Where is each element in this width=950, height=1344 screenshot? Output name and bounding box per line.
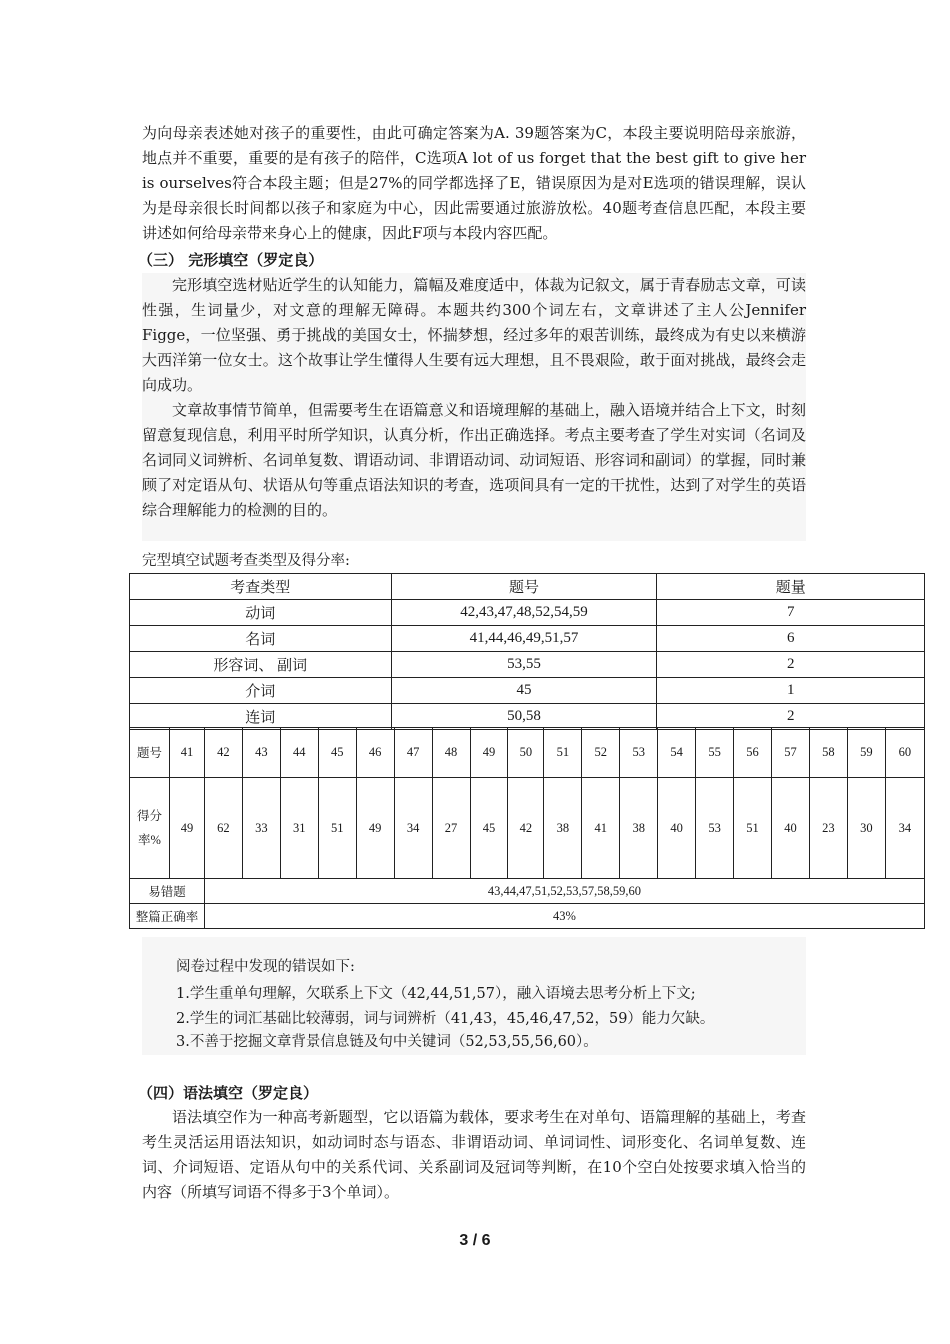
score-rate-label: 得分率% — [130, 778, 170, 879]
score-rate-cell: 38 — [544, 778, 582, 879]
question-number-cell: 58 — [809, 728, 847, 778]
question-number-cell: 57 — [772, 728, 810, 778]
score-rate-cell: 45 — [470, 778, 508, 879]
section3-body — [142, 273, 806, 541]
overall-accuracy-row — [130, 904, 925, 929]
summary-header: 题号 — [391, 574, 657, 600]
question-number-cell: 41 — [169, 728, 204, 778]
summary-cell: 53,55 — [391, 652, 657, 678]
question-number-cell: 59 — [847, 728, 885, 778]
summary-row — [130, 704, 925, 730]
question-number-cell: 60 — [885, 728, 924, 778]
error-item: 1.学生重单句理解，欠联系上下文（42,44,51,57），融入语境去思考分析上下文; — [176, 986, 696, 1002]
error-prone-value: 43,44,47,51,52,53,57,58,59,60 — [204, 879, 924, 904]
summary-header-row — [130, 574, 925, 600]
error-prone-label: 易错题 — [130, 879, 205, 904]
section4-heading: （四）语法填空（罗定良） — [138, 1084, 319, 1102]
question-number-cell: 43 — [242, 728, 280, 778]
summary-cell: 41,44,46,49,51,57 — [391, 626, 657, 652]
summary-cell: 42,43,47,48,52,54,59 — [391, 600, 657, 626]
section3-paragraph1: 完形填空选材贴近学生的认知能力，篇幅及难度适中，体裁为记叙文，属于青春励志文章，可读性强，生词量少，对文意的理解无障碍。本题共约300个词左右，文章讲述了主人公Jennifer Figge，一位坚强、勇于挑战的美国女士，怀揣梦想，经过多年的艰苦训练，最终成为有史以来横游大西洋第一位女士。这个故事让学生懂得人生要有远大理想，且不畏艰险，敢于面对挑战，最终会走向成功。 — [142, 276, 806, 394]
question-number-cell: 48 — [432, 728, 470, 778]
summary-cell: 6 — [657, 626, 925, 652]
summary-row — [130, 626, 925, 652]
question-number-cell: 56 — [734, 728, 772, 778]
question-number-cell: 42 — [204, 728, 242, 778]
question-number-cell: 53 — [620, 728, 658, 778]
score-rate-cell: 30 — [847, 778, 885, 879]
question-number-row — [130, 728, 925, 778]
section3-paragraph2: 文章故事情节简单，但需要考生在语篇意义和语境理解的基础上，融入语境并结合上下文，时刻留意复现信息，利用平时所学知识，认真分析，作出正确选择。考点主要考查了学生对实词（名词及名词同义词辨析、名词单复数、谓语动词、非谓语动词、动词短语、形容词和副词）的掌握，同时兼顾了对定语从句、状语从句等重点语法知识的考查，选项间具有一定的干扰性，达到了对学生的英语综合理解能力的检测的目的。 — [142, 401, 806, 519]
summary-header: 考查类型 — [130, 574, 392, 600]
error-prone-row — [130, 879, 925, 904]
question-number-cell: 47 — [394, 728, 432, 778]
score-rate-cell: 49 — [356, 778, 394, 879]
question-number-cell: 51 — [544, 728, 582, 778]
intro-paragraph: 为向母亲表述她对孩子的重要性，由此可确定答案为A. 39题答案为C，本段主要说明陪母亲旅游，地点并不重要，重要的是有孩子的陪伴，C选项A lot of us forget that the best gift to give her is ourselves符合本段主题；但是27%的同学都选择了E，错误原因为是对E选项的错误理解，误认为是母亲很长时间都以孩子和家庭为中心，因此需要通过旅游放松。40题考查信息匹配，本段主要讲述如何给母亲带来身心上的健康，因此F项与本段内容匹配。 — [142, 124, 806, 242]
summary-cell: 7 — [657, 600, 925, 626]
score-rate-cell: 34 — [394, 778, 432, 879]
question-number-label: 题号 — [130, 728, 170, 778]
score-rate-cell: 34 — [885, 778, 924, 879]
section3-heading: （三） 完形填空（罗定良） — [138, 251, 324, 269]
question-number-cell: 46 — [356, 728, 394, 778]
summary-cell: 50,58 — [391, 704, 657, 730]
summary-cell: 名词 — [130, 626, 392, 652]
score-rate-cell: 40 — [772, 778, 810, 879]
question-number-cell: 54 — [658, 728, 696, 778]
summary-cell: 1 — [657, 678, 925, 704]
overall-accuracy-value: 43% — [204, 904, 924, 929]
score-rate-cell: 40 — [658, 778, 696, 879]
score-rate-cell: 23 — [809, 778, 847, 879]
score-rate-cell: 38 — [620, 778, 658, 879]
score-rate-cell: 51 — [734, 778, 772, 879]
score-rate-cell: 53 — [696, 778, 734, 879]
summary-cell: 连词 — [130, 704, 392, 730]
summary-row — [130, 600, 925, 626]
question-number-cell: 52 — [582, 728, 620, 778]
score-rate-cell: 49 — [169, 778, 204, 879]
summary-row — [130, 652, 925, 678]
error-item: 2.学生的词汇基础比较薄弱，词与词辨析（41,43，45,46,47,52，59）能力欠缺。 — [176, 1011, 715, 1027]
table-caption: 完型填空试题考查类型及得分率: — [142, 553, 350, 569]
error-item: 3.不善于挖掘文章背景信息链及句中关键词（52,53,55,56,60）。 — [176, 1034, 598, 1050]
section4-paragraph: 语法填空作为一种高考新题型，它以语篇为载体，要求考生在对单句、语篇理解的基础上，考查考生灵活运用语法知识，如动词时态与语态、非谓语动词、单词词性、词形变化、名词单复数、连词、介词短语、定语从句中的关系代词、关系副词及冠词等判断，在10个空白处按要求填入恰当的内容（所填写词语不得多于3个单词）。 — [142, 1108, 806, 1201]
score-rate-cell: 27 — [432, 778, 470, 879]
summary-cell: 2 — [657, 652, 925, 678]
score-rate-cell: 51 — [318, 778, 356, 879]
score-rate-cell: 42 — [508, 778, 544, 879]
score-rate-cell: 62 — [204, 778, 242, 879]
score-rate-cell: 33 — [242, 778, 280, 879]
summary-cell: 45 — [391, 678, 657, 704]
overall-accuracy-label: 整篇正确率 — [130, 904, 205, 929]
summary-cell: 动词 — [130, 600, 392, 626]
summary-cell: 介词 — [130, 678, 392, 704]
score-detail-table — [129, 727, 925, 929]
question-number-cell: 49 — [470, 728, 508, 778]
question-number-cell: 44 — [280, 728, 318, 778]
question-number-cell: 50 — [508, 728, 544, 778]
summary-header: 题量 — [657, 574, 925, 600]
summary-cell: 形容词、 副词 — [130, 652, 392, 678]
score-rate-cell: 41 — [582, 778, 620, 879]
summary-cell: 2 — [657, 704, 925, 730]
question-number-cell: 55 — [696, 728, 734, 778]
page-number: 3 / 6 — [459, 1232, 491, 1249]
score-rate-row — [130, 778, 925, 879]
question-number-cell: 45 — [318, 728, 356, 778]
errors-intro: 阅卷过程中发现的错误如下: — [176, 959, 355, 975]
score-rate-cell: 31 — [280, 778, 318, 879]
summary-row — [130, 678, 925, 704]
summary-table — [129, 573, 925, 730]
